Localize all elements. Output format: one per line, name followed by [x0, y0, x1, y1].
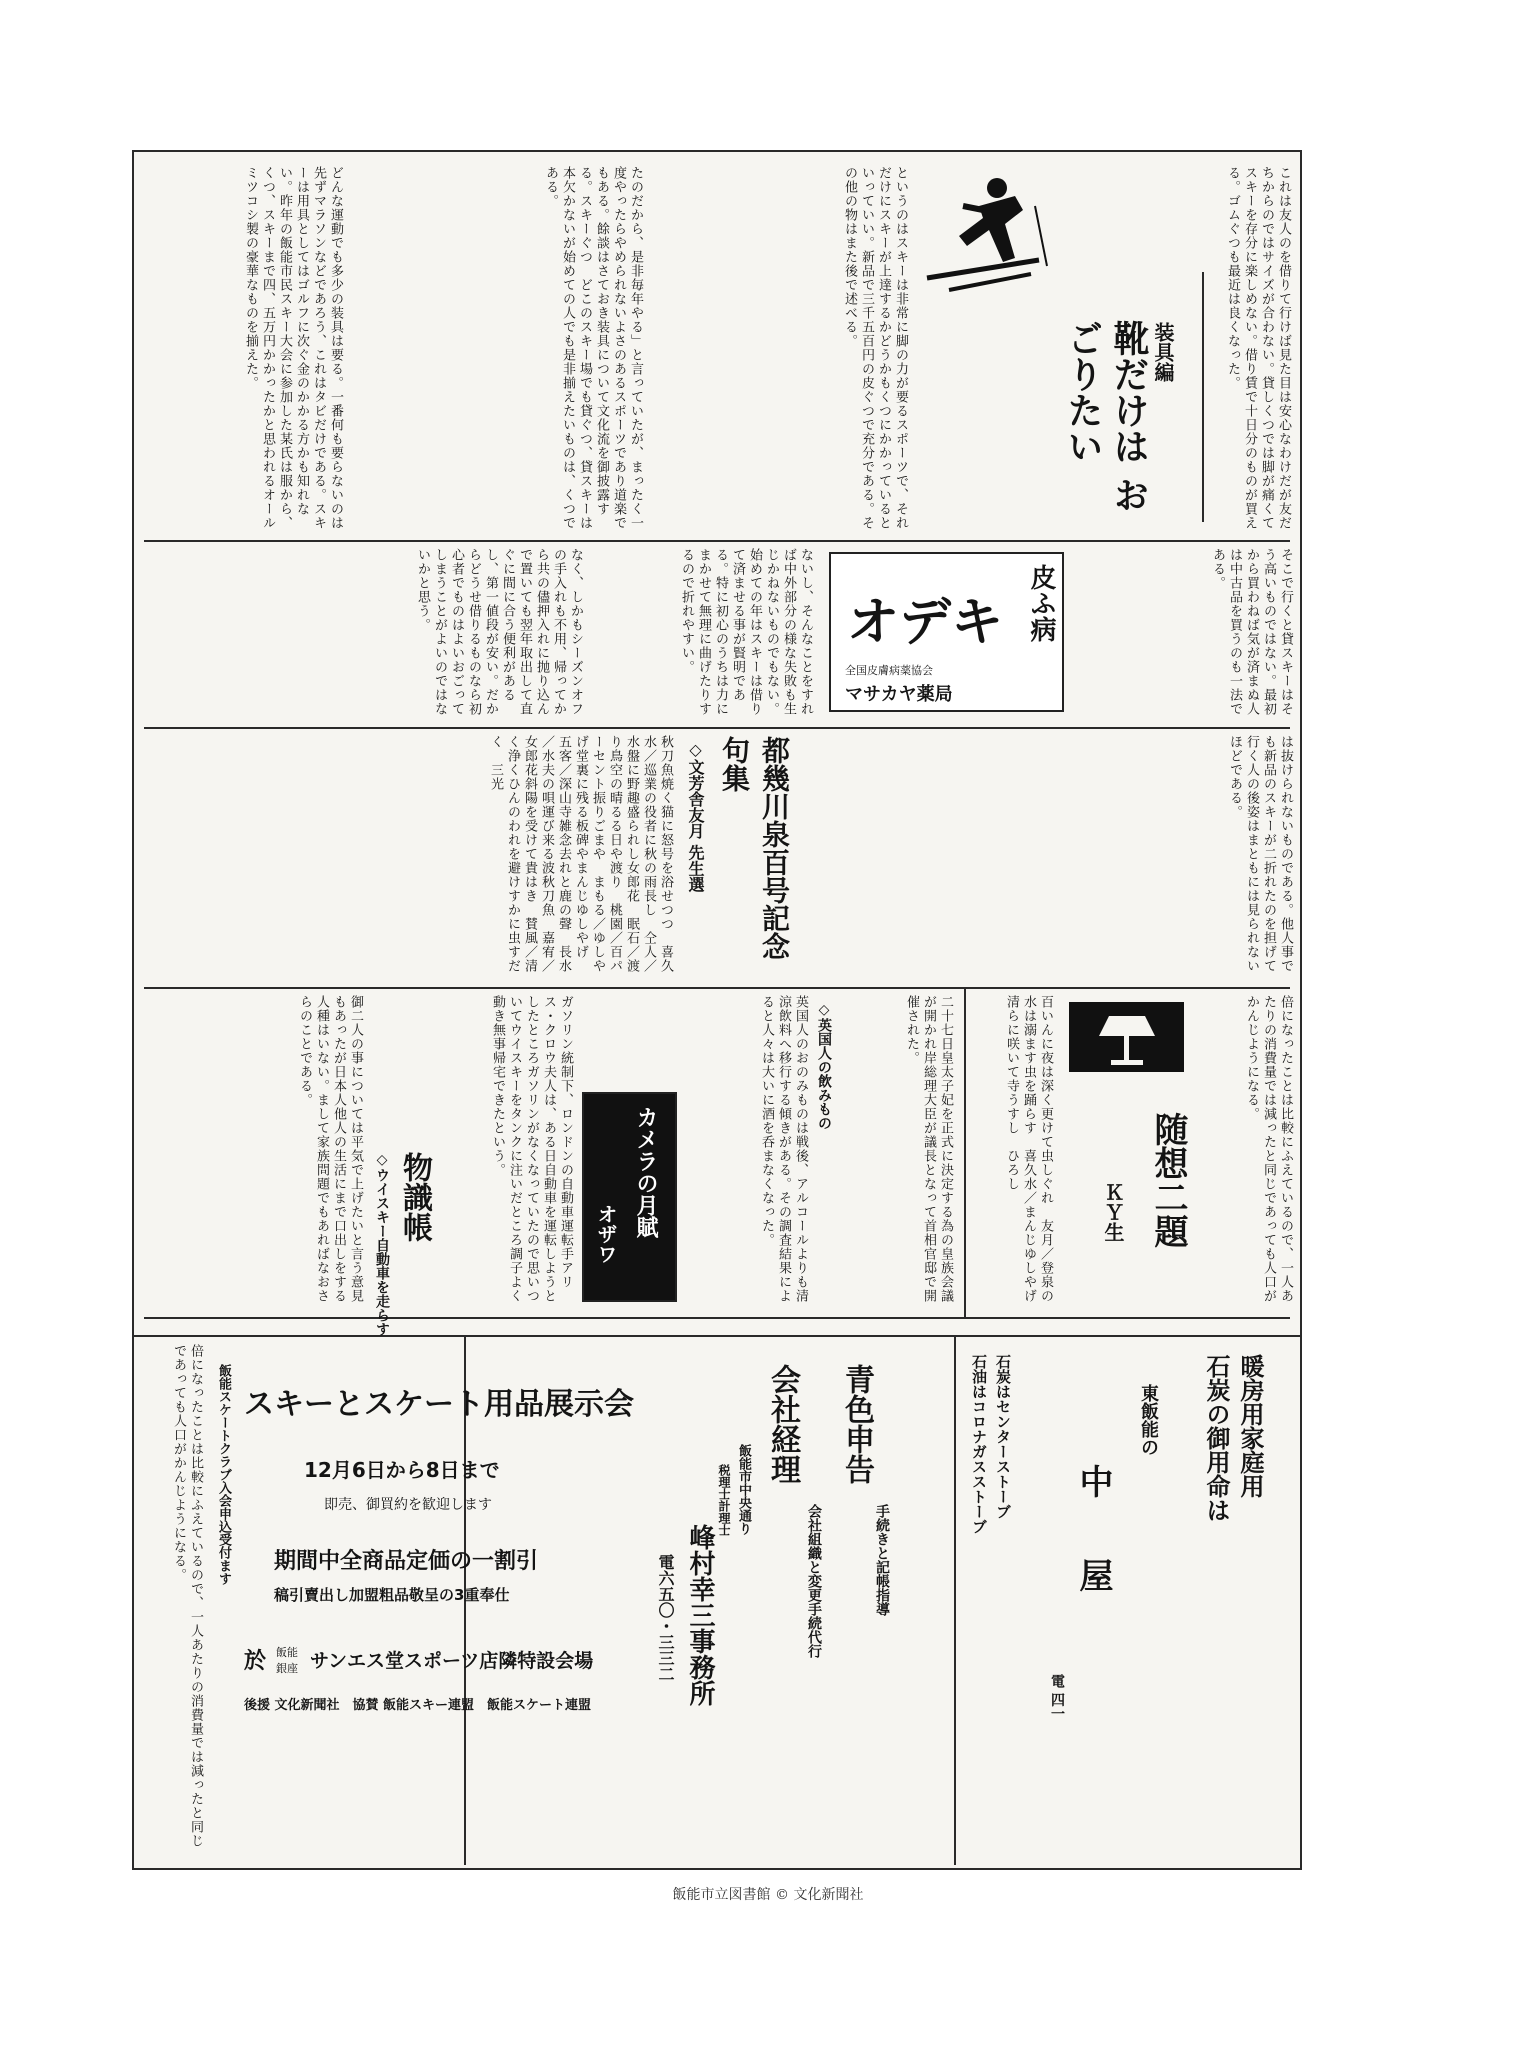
- otegi-maker: 全国皮膚病薬協会: [845, 664, 933, 677]
- ski-article-title: 靴だけは おごりたい: [1062, 320, 1149, 513]
- ski-article-body-7: は抜けられないものである。他人事でも新品のスキーが二折れたのを担げて行く人の後姿はまともには見られないほどである。: [1227, 735, 1293, 973]
- ski-article-body-5: ないし、そんなことをすれば中外部分の様な失敗も生じかねないものでもない。始めての年はスキーは借りて済ませる事が賢明である。特に初心のうちは力にまかせて無理に曲げたりするので折れやすい。: [679, 548, 813, 716]
- coal-ad: [969, 1344, 1294, 1859]
- newspaper-page: [132, 150, 1302, 1870]
- rule-row2: [144, 727, 1290, 729]
- ski-article-body-3: これは友人のを借りて行けば見た目は安心なわけだが友だちからのではサイズが合わない。貸しくつでは脚が痛くてスキーを存分に楽しめない。借り賃で十日分のものが買える。ゴムぐつも最近は良くなった。: [1225, 166, 1291, 530]
- tax-ad-address: 飯能市中央通り: [736, 1444, 751, 1535]
- monoshiri-item1: ガソリン統制下、ロンドンの自動車運転手アリス・クロウ夫人は、ある日自動車を運転しようとしたところガソリンがなくなっていたので思いついてウイスキーをタンクに注いだところ調子よく動き無事帰宅できたという。: [490, 995, 573, 1303]
- coal-ad-sub1: 石炭はセンターストーブ: [994, 1354, 1012, 1519]
- left-strip-text: 倍になったことは比較にふえているので、一人あたりの消費量では減ったと同じであっても人口がかんじようになる。: [1244, 995, 1293, 1303]
- ski-exhibition-ad: [214, 1344, 634, 1859]
- tax-ad-sub2: 会社組織と変更手続代行: [806, 1504, 822, 1658]
- haiku-lines: 秋刀魚焼く猫に怒号を浴せつつ 喜久水／巡業の役者に秋の雨長し 仝人／水盤に野趣盛られし女郎花 眠石／渡り鳥空の晴るる日や渡り 桃園／百パーセント振りごまや まもる／ゆしやげ堂裏に残る板碑やまんじゆしやげ 五客／深山寺雑念去れと鹿の聲 長水／水夫の唄運び来る波秋刀魚 嘉宥／女郎花斜陽を受けて貴はき 賛風／清く浄くひんのわれを避けすかに虫すだく 三光: [488, 735, 673, 973]
- coal-ad-tel: 電 四一: [1049, 1674, 1065, 1721]
- footer-copyright: © 文化新聞社: [775, 1887, 864, 1903]
- tax-ad-office: 峰村幸三事務所: [685, 1524, 715, 1706]
- ski-ad-venue-pre: 飯能銀座: [276, 1646, 298, 1675]
- coal-ad-line2: 石炭の御用命は: [1202, 1354, 1230, 1522]
- ski-article-body-1: どんな運動でも多少の装具は要る。一番何も要らないのは先ずマラソンなどであろう、これはタビだけである。スキーは用具としてはゴルフに次ぐ金のかかる方かも知れない。昨年の飯能市民スキー大会に参加した某氏は服から、くつ、スキーまで四、五万円かかったかと思われるオールミツコシ製の豪華なものを揃えた。: [243, 166, 343, 530]
- camera-ad: [582, 1092, 677, 1302]
- tax-ad-title2: 会社経理: [765, 1364, 800, 1484]
- ski-ad-note: 即売、御買約を歓迎します: [324, 1497, 492, 1513]
- skier-illustration: [919, 166, 1054, 306]
- coal-ad-sub2: 石油はコロナガスストーブ: [970, 1354, 988, 1534]
- page-footer: [0, 1884, 1536, 1904]
- ski-article-body-6: そこで行くと貸スキーはそう高いものではない。最初から買わねば気が済まぬ人は中古品を買うのも一法である。: [1210, 548, 1293, 716]
- otegi-ad: [829, 552, 1064, 712]
- rule-row5: [134, 1335, 1300, 1337]
- ski-ad-side: 飯能スケートクラブ入会申込受付ます: [216, 1364, 231, 1585]
- ski-article-section: 装具編: [1151, 322, 1175, 382]
- essay-body-0: 百いんに夜は深く更けて虫しぐれ 友月／登泉の水は溺ます虫を踊らす 喜久水／まんじゆしやげ清らに咲いて寺うすし ひろし: [1004, 995, 1053, 1303]
- tax-office-ad: [654, 1344, 890, 1859]
- haiku-subtitle: ◇文芳舎友月 先生選: [686, 740, 705, 893]
- camera-ad-title: カメラの月賦: [633, 1106, 658, 1238]
- coal-ad-line1: 暖房用家庭用: [1236, 1354, 1264, 1498]
- lamp-illustration: [1069, 1002, 1184, 1072]
- ski-ad-sponsors: 後援 文化新聞社 協賛 飯能スキー連盟 飯能スケート連盟: [244, 1698, 592, 1713]
- tax-ad-title: 青色申告: [839, 1364, 874, 1484]
- essay-body-2: 御二人の事については平気で上げたいと言う意見もあったが日本人他人の生活にまで口出しをする人種はいない。まして家族問題でもあればなおさらのことである。: [297, 995, 363, 1303]
- footer-library: 飯能市立図書館: [672, 1887, 771, 1903]
- otegi-kind: 皮ふ病: [1026, 564, 1056, 642]
- rule-title-side: [1202, 272, 1204, 522]
- ski-ad-venue-prefix: 於: [244, 1649, 267, 1674]
- ski-ad-sale: 期間中全商品定価の一割引: [274, 1549, 539, 1574]
- coal-ad-shop: 中屋: [1073, 1464, 1113, 1652]
- rule-v1: [964, 987, 966, 1317]
- essay-author: ＫＹ生: [1101, 1182, 1125, 1242]
- ski-article-body-4: なく、しかもシーズンオフの手入れも不用、帰ってから共の儘押入れに抛り込んで置いても翌年取出して直ぐに間に合う便利があるし、第一値段が安い。だからどうせ借りるものなら初心者でものはよいおごってしまうことがよいのではないかと思う。: [415, 548, 583, 716]
- rule-row1: [144, 540, 1290, 542]
- tax-ad-tel: 電六五〇・三三二: [656, 1554, 675, 1682]
- ski-ad-date: 12月6日から8日まで: [304, 1458, 500, 1482]
- monoshiri-title: 物識帳: [397, 1152, 432, 1242]
- tax-ad-role: 税理士計理士: [717, 1464, 731, 1536]
- ski-ad-sale-sub: 稿引賣出し加盟粗品敬呈の3重奉仕: [274, 1586, 510, 1604]
- haiku-title: 都幾川泉百号記念句集: [718, 736, 791, 960]
- ski-ad-title: スキーとスケート用品展示会: [244, 1387, 634, 1422]
- rule-row3: [144, 987, 1290, 989]
- monoshiri-item2-title: ◇英国人の飲みもの: [816, 1002, 832, 1130]
- camera-ad-shop: オザワ: [594, 1204, 618, 1264]
- coal-ad-place: 東飯能の: [1138, 1384, 1159, 1456]
- ski-article-body-0: というのはスキーは非常に脚の力が要るスポーツで、それだけにスキーが上達するかどうかもくつにかかっているといっていい。新品で三千五百円の皮ぐつで充分である。その他の物はまた後で述べる。: [842, 166, 908, 530]
- otegi-brand: オデキ: [847, 593, 1004, 653]
- otegi-shop: マサカヤ薬局: [845, 684, 953, 705]
- monoshiri-item2: 英国人のおのみものは戦後、アルコールよりも清涼飲料へ移行する傾きがある。その調査結果によると人々は大いに酒を呑まなくなった。: [759, 995, 808, 1303]
- essay-title: 随想二題: [1148, 1112, 1188, 1248]
- ski-article-body-2: たのだから、是非毎年やる」と言っていたが、まったく一度やったらやめられないよさのあるスポーツであり道楽でもある。餘談はさておき装具について文化流を御披露する。スキーぐつ どこのスキー場でも貸ぐつ、貸スキーは本欠かないが始めての人でも是非揃えたいものは、くつである。: [543, 166, 643, 530]
- rule-v3: [954, 1335, 956, 1865]
- rule-row4: [144, 1317, 1290, 1319]
- monoshiri-item1-title: ◇ウイスキー自動車を走らす: [374, 1152, 390, 1336]
- tax-ad-sub: 手続きと記帳指導: [874, 1504, 890, 1616]
- essay-body-1: 二十七日皇太子妃を正式に決定する為の皇族会議が開かれ岸総理大臣が議長となって首相官邸で開催された。: [904, 995, 953, 1303]
- ski-ad-venue: サンエス堂スポーツ店隣特設会場: [310, 1650, 594, 1672]
- bottom-strip: 倍になったことは比較にふえているので、一人あたりの消費量では減ったと同じであっても人口がかんじようになる。: [171, 1344, 203, 1848]
